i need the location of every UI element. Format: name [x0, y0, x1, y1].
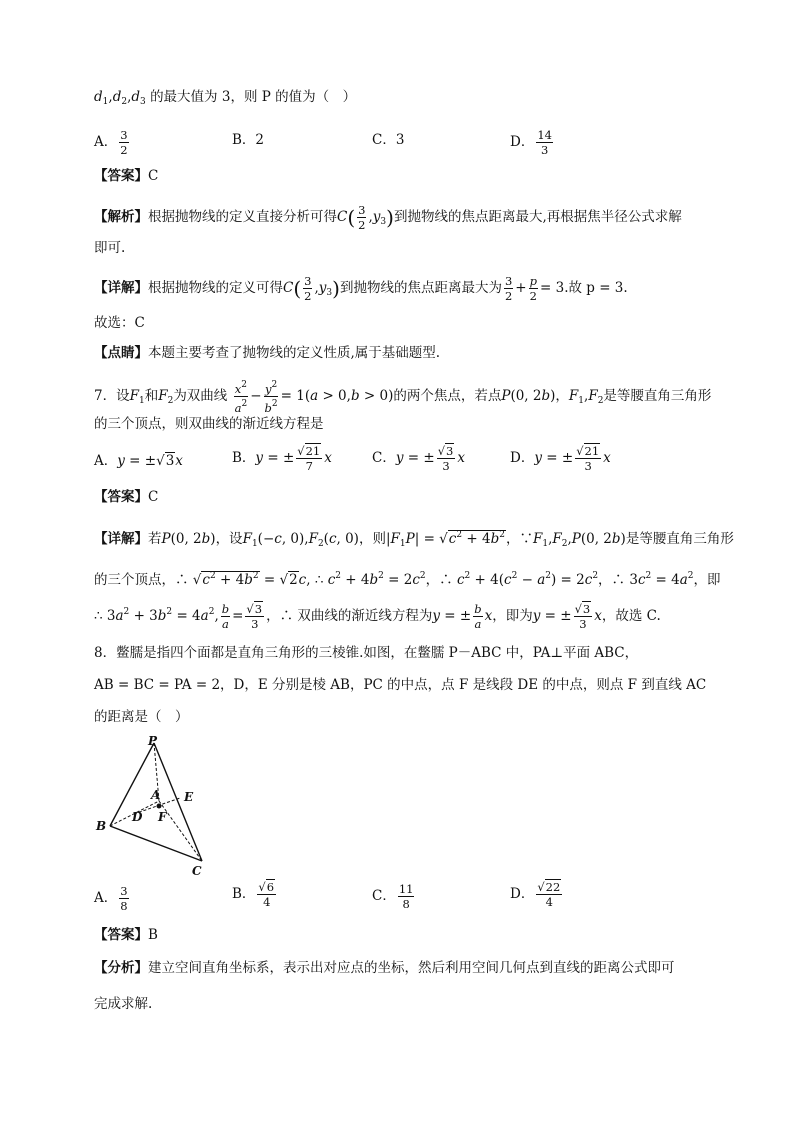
edge-pc — [154, 743, 202, 861]
q8-option-b: B． $\frac{√6}{4}$ — [232, 880, 275, 909]
q8-option-c: C． $\frac{11}{8}$ — [372, 882, 414, 911]
q6-option-b: B．2 — [232, 132, 265, 148]
q7-stem: 7．设$F_1$和$F_2$为双曲线 $\frac{x^2}{a^2}$ − $\frac{y^2}{b^2}$ = 1(a > 0,b > 0)的两个焦点，若点P(0, 2b)，$F_1,F_2$是等腰直角三角形 — [94, 380, 712, 415]
edge-bc — [110, 826, 202, 861]
point-f — [157, 804, 162, 809]
q6-answer: 【答案】C — [94, 168, 159, 184]
q8-stem: 8．鳖臑是指四个面都是直角三角形的三棱锥.如图，在鳖臑 P－ABC 中，PA⊥平面 ABC， — [94, 645, 639, 661]
q8-option-a: A． $\frac{3}{8}$ — [94, 884, 128, 913]
q7-option-d: D．y = ± $\frac{√21}{3}$ x — [510, 444, 611, 473]
q6-option-a: A． $\frac{3}{2}$ — [94, 128, 128, 157]
q8-answer: 【答案】B — [94, 927, 158, 943]
q7-stem-cont: 的三个顶点，则双曲线的渐近线方程是 — [94, 416, 324, 432]
q7-detail: 【详解】若P(0, 2b)，设$F_1(-c$, $0),F_2(c$, 0)，则$|F_1P| = √c^2 + 4b^2$，$\because F_1,F_2,P(0$, 2b)是等腰直角三角形 — [94, 530, 734, 549]
q6-conclusion: 故选：C — [94, 315, 145, 331]
label-c: C — [192, 864, 202, 878]
q6-comment: 【点睛】本题主要考查了抛物线的定义性质,属于基础题型. — [94, 345, 441, 361]
label-e: E — [184, 790, 194, 804]
q6-stem: $d_1,d_2,d_3$ 的最大值为 3，则 P 的值为（ ） — [94, 89, 357, 107]
q7-detail-3: ∴ $3a^2 + 3b^2 = 4a^2$, $\frac{b}{a}$ = $\frac{√3}{3}$ ，∴ 双曲线的渐近线方程为y = ± $\frac{b}{a}$ x，即为y = ± $\frac{√3}{3}$ x，故选 C. — [94, 602, 661, 631]
label-p: P — [148, 734, 158, 748]
q6-option-d: D． $\frac{14}{3}$ — [510, 128, 552, 157]
pyramid-figure — [92, 733, 222, 878]
q8-option-d: D． $\frac{√22}{4}$ — [510, 880, 561, 909]
q6-analysis: 【解析】根据抛物线的定义直接分析可得C( $\frac{3}{2}$ $,y_3$)到抛物线的焦点距离最大,再根据焦半径公式求解 — [94, 203, 682, 232]
q8-stem-3: 的距离是（ ） — [94, 709, 189, 725]
q7-option-b: B．y = ± $\frac{√21}{7}$ x — [232, 444, 332, 473]
label-d: D — [132, 810, 143, 824]
q8-stem-2: AB = BC = PA = 2，D，E 分别是棱 AB，PC 的中点，点 F 是线段 DE 的中点，则点 F 到直线 AC — [94, 677, 707, 693]
q7-answer: 【答案】C — [94, 489, 159, 505]
q8-analysis-cont: 完成求解. — [94, 996, 153, 1012]
label-a: A — [151, 788, 161, 802]
q7-option-a: A．y = ±√3x — [94, 453, 183, 469]
q8-analysis: 【分析】建立空间直角坐标系，表示出对应点的坐标，然后利用空间几何点到直线的距离公式即可 — [94, 960, 675, 976]
q7-option-c: C．y = ± $\frac{√3}{3}$ x — [372, 444, 465, 473]
label-f: F — [158, 810, 167, 824]
q6-option-c: C．3 — [372, 132, 405, 148]
q7-detail-2: 的三个顶点，∴ $√c^2 + 4b^2 = √2c$, ∴ $c^2 + 4b^2 = 2c^2$，∴ $c^2 + 4(c^2 - a^2) = 2c^2$，∴ $3c^2 = 4a^2$，即 — [94, 571, 721, 588]
label-b: B — [96, 819, 107, 833]
q6-detail: 【详解】根据抛物线的定义可得C( $\frac{3}{2}$ $,y_3$)到抛物线的焦点距离最大为 $\frac{3}{2}$ + $\frac{p}{2}$ = 3.故 p = 3. — [94, 274, 628, 303]
q6-analysis-cont: 即可. — [94, 240, 126, 256]
